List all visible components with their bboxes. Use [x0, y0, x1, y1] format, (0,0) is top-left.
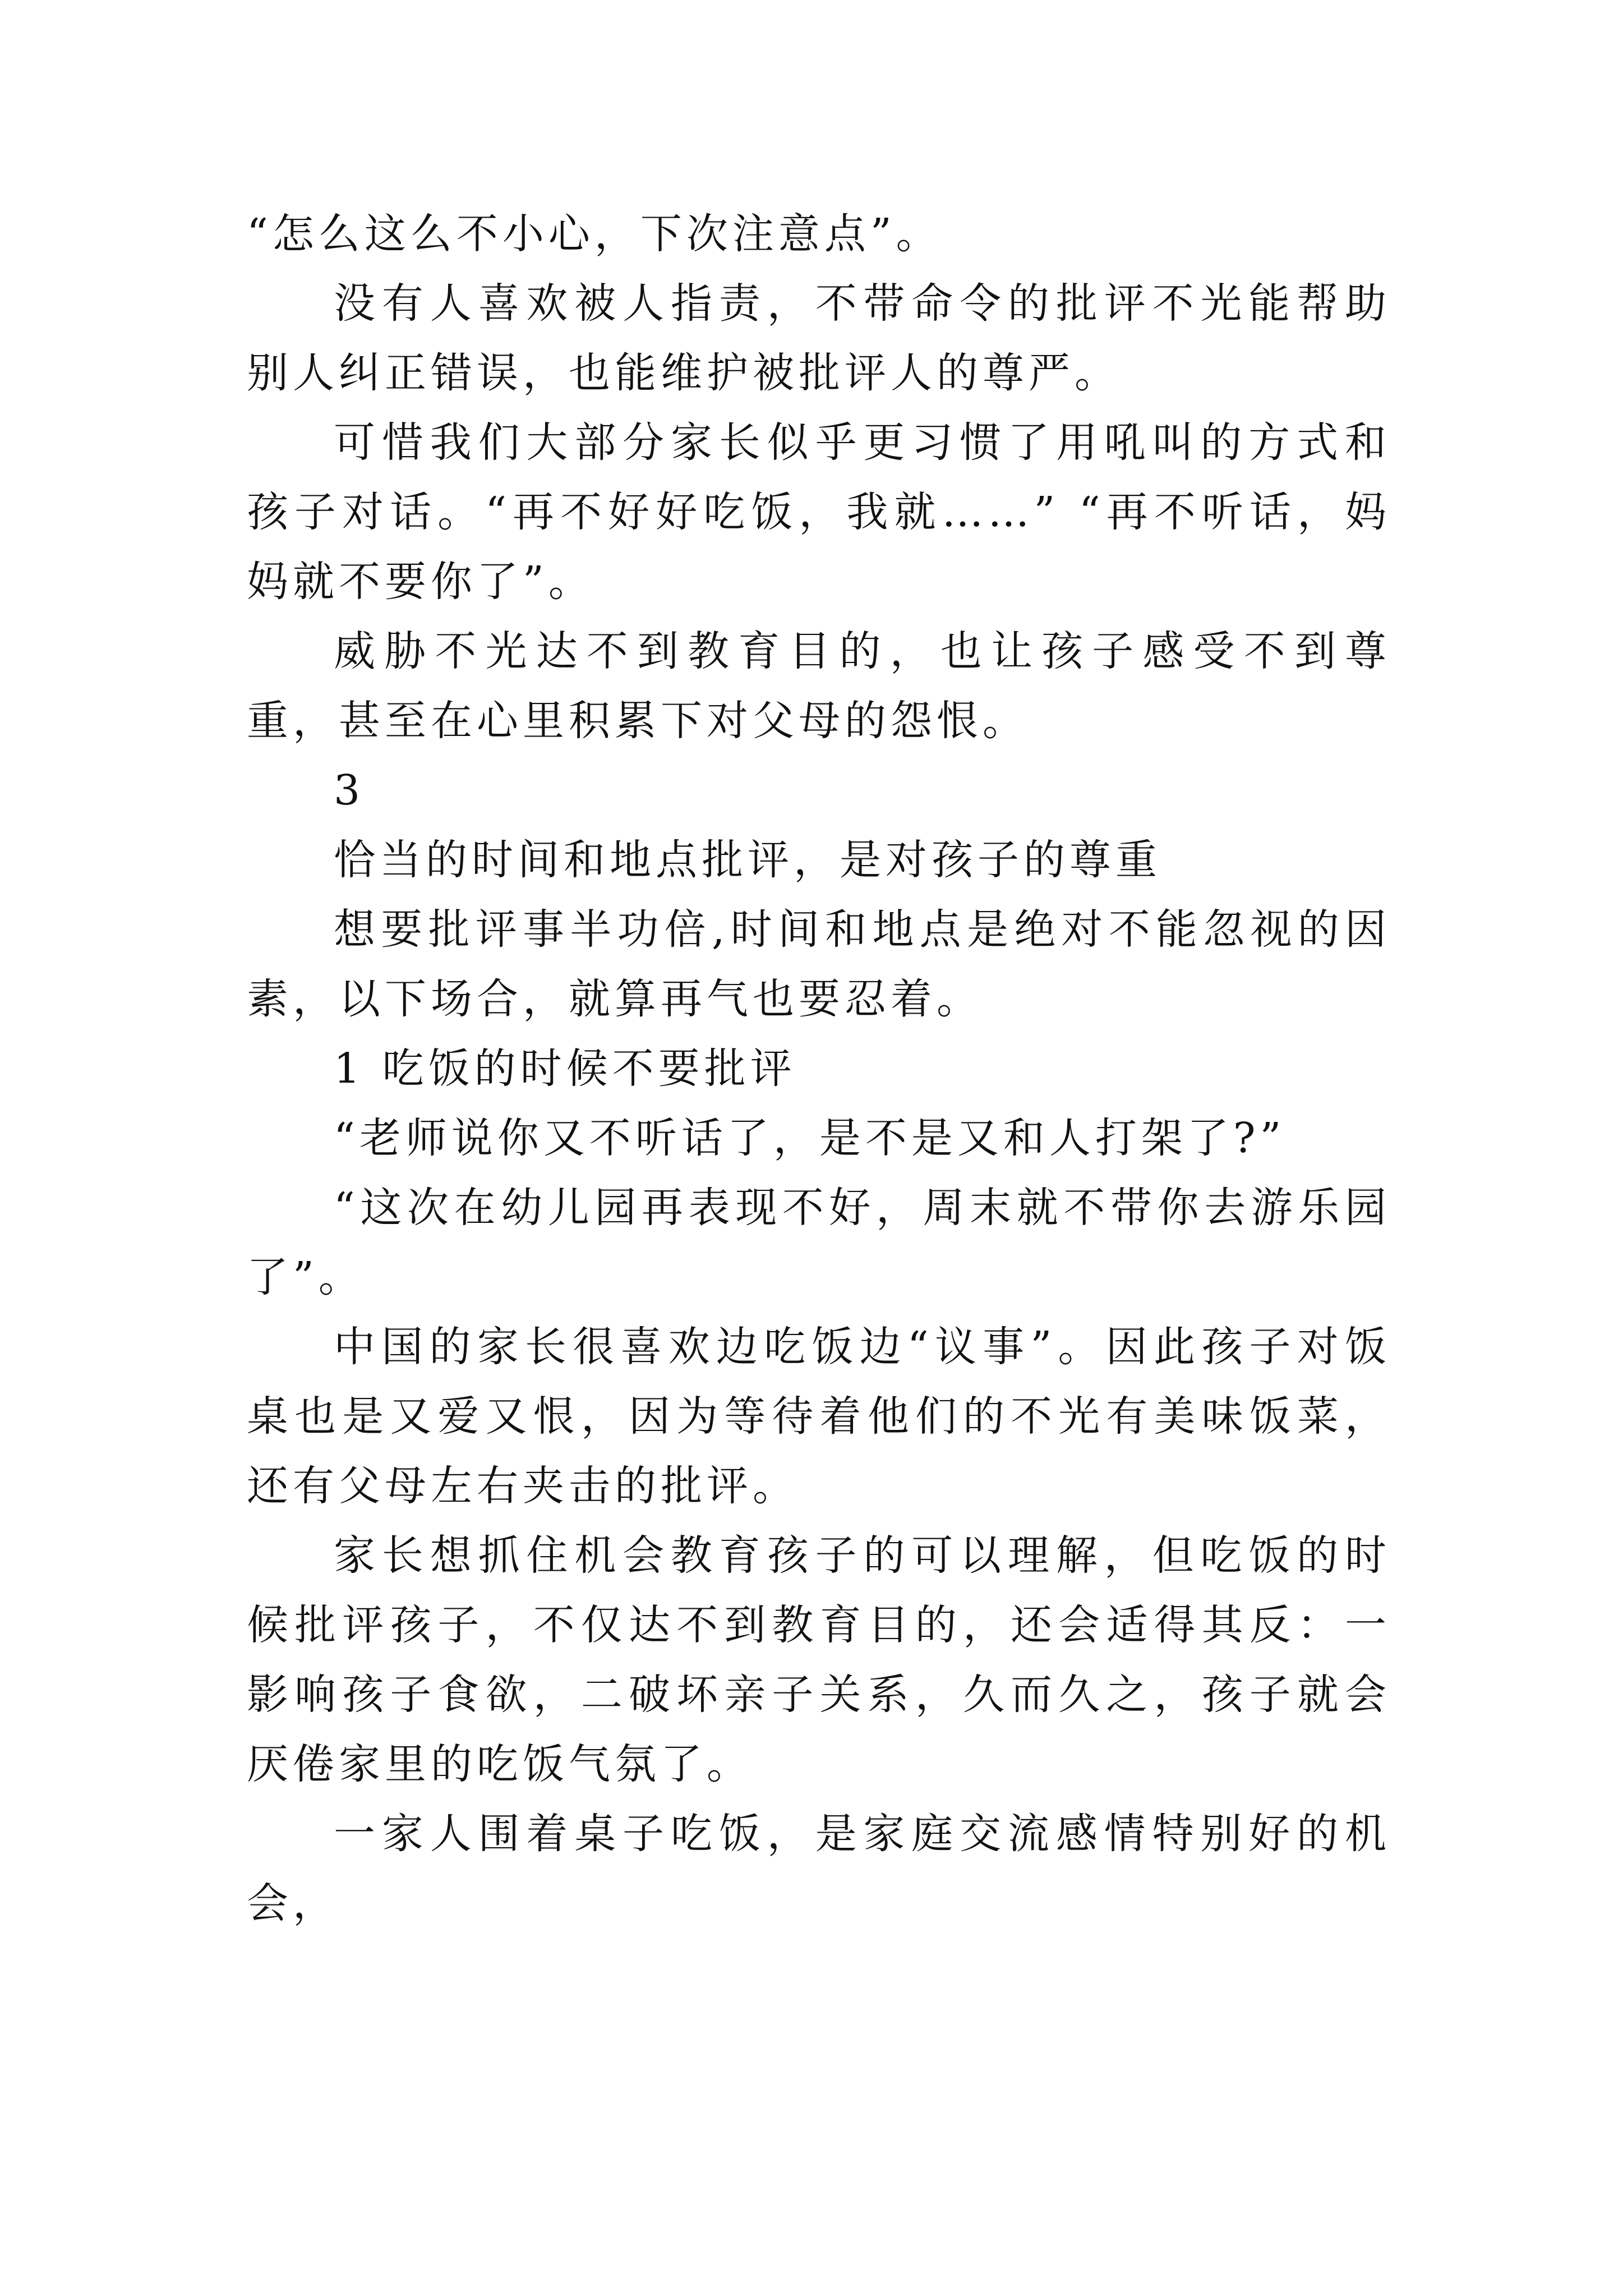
paragraph-5: 想要批评事半功倍,时间和地点是绝对不能忽视的因素，以下场合，就算再气也要忍着。: [247, 905, 1391, 1023]
subheading: 1 吃饭的时候不要批评: [334, 1045, 796, 1093]
document-body: [247, 199, 1391, 1938]
quote-2: “这次在幼儿园再表现不好，周末就不带你去游乐园了”。: [247, 1184, 1391, 1301]
paragraph-3: 可惜我们大部分家长似乎更习惯了用吼叫的方式和孩子对话。“再不好好吃饭，我就……” “再不听话，妈妈就不要你了”。: [247, 418, 1391, 606]
paragraph-6: 中国的家长很喜欢边吃饭边“议事”。因此孩子对饭桌也是又爱又恨，因为等待着他们的不光有美味饭菜，还有父母左右夹击的批评。: [247, 1323, 1391, 1510]
paragraph-1: “怎么这么不小心，下次注意点”。: [247, 210, 942, 258]
paragraph-8: 一家人围着桌子吃饭，是家庭交流感情特别好的机会，: [247, 1810, 1391, 1927]
quote-1: “老师说你又不听话了，是不是又和人打架了?”: [334, 1114, 1286, 1162]
section-number: 3: [334, 766, 365, 815]
section-heading: 恰当的时间和地点批评，是对孩子的尊重: [334, 836, 1161, 884]
paragraph-2: 没有人喜欢被人指责，不带命令的批评不光能帮助别人纠正错误，也能维护被批评人的尊严。: [247, 279, 1391, 397]
paragraph-7: 家长想抓住机会教育孩子的可以理解，但吃饭的时候批评孩子，不仅达不到教育目的，还会适得其反：一影响孩子食欲，二破坏亲子关系，久而久之，孩子就会厌倦家里的吃饭气氛了。: [247, 1531, 1391, 1788]
paragraph-4: 威胁不光达不到教育目的，也让孩子感受不到尊重，甚至在心里积累下对父母的怨恨。: [247, 627, 1391, 745]
